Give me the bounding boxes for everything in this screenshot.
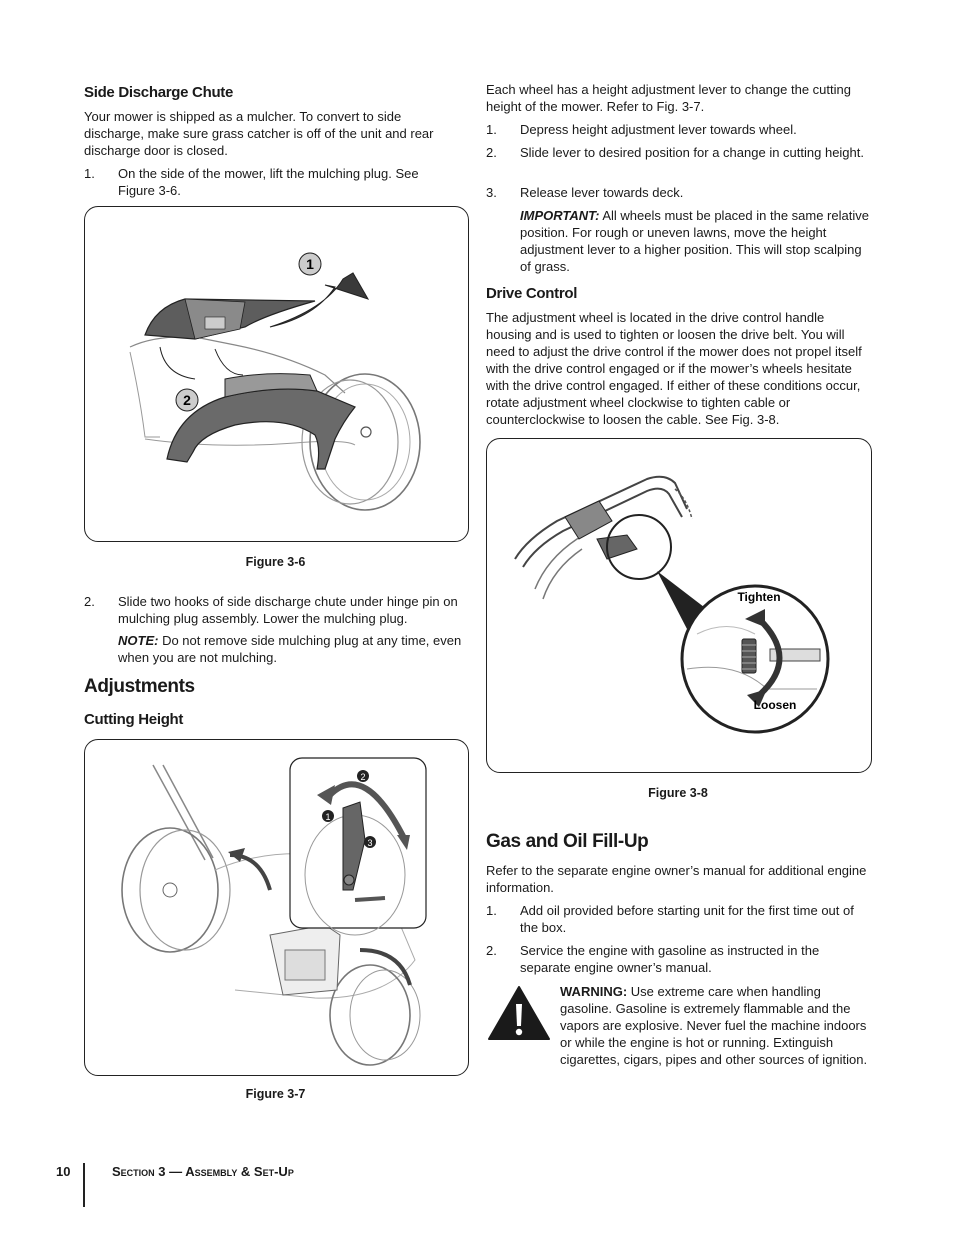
footer-divider: [83, 1163, 85, 1207]
mulching-plug-illustration: [85, 207, 468, 541]
list-item: 1. On the side of the mower, lift the mulching plug. See Figure 3-6.: [84, 166, 419, 198]
figure-3-7-caption: Figure 3-7: [245, 1087, 306, 1101]
warning-text: WARNING: Use extreme care when handling gasoline. Gasoline is extremely flammable and the vapors are explosive. Never fuel the machine indoors or while the engine is hot or running. Extinguish cigarettes, cigars, pipes and other sources of ignition.: [560, 984, 868, 1067]
list-item: 1. Depress height adjustment lever towards wheel.: [486, 122, 797, 137]
drive-control-text: The adjustment wheel is located in the drive control handle housing and is used to tighten or loosen the drive belt. You will need to adjust the drive control if the mower does not propel itself with the drive control engaged or if the mower’s wheels hesitate with the drive control engaged. If either of these conditions occur, rotate adjustment wheel clockwise to tighten cable or counterclockwise to loosen the cable. See Fig. 3-8.: [486, 310, 862, 427]
wheel-intro: Each wheel has a height adjustment lever to change the cutting height of the mower. Refer to Fig. 3-7.: [486, 82, 851, 114]
drive-control-heading: Drive Control: [486, 285, 578, 302]
list-item: 1. Add oil provided before starting unit for the first time out of the box.: [486, 903, 854, 935]
drive-control-illustration: [487, 439, 871, 772]
section-title: Section 3 — Assembly & Set-Up: [112, 1164, 294, 1179]
callout-3: 3: [367, 838, 373, 848]
callout-2: 2: [183, 392, 191, 408]
important-note: IMPORTANT: All wheels must be placed in the same relative position. For rough or uneven lawns, move the height adjustment lever to a higher position. This will stop scalping of grass.: [520, 208, 869, 274]
warning-triangle-icon: [486, 984, 552, 1042]
list-item: 3. Release lever towards deck.: [486, 185, 684, 200]
page-number: 10: [56, 1164, 71, 1179]
gas-oil-intro: Refer to the separate engine owner’s manual for additional engine information.: [486, 863, 867, 895]
note: NOTE: Do not remove side mulching plug at any time, even when you are not mulching.: [118, 633, 462, 665]
callout-2: 2: [360, 772, 366, 782]
figure-3-6: [84, 206, 469, 542]
figure-3-7: [84, 739, 469, 1076]
loosen-label: Loosen: [753, 698, 797, 712]
list-item: 2. Slide two hooks of side discharge chute under hinge pin on mulching plug assembly. Lower the mulching plug.: [84, 594, 458, 626]
list-item: 2. Slide lever to desired position for a change in cutting height.: [486, 145, 864, 160]
tighten-label: Tighten: [737, 590, 781, 604]
list-item: 2. Service the engine with gasoline as instructed in the separate engine owner’s manual.: [486, 943, 820, 975]
side-discharge-intro: Your mower is shipped as a mulcher. To convert to side discharge, make sure grass catcher is off of the unit and rear discharge door is closed.: [84, 109, 434, 158]
callout-1: 1: [325, 812, 331, 822]
side-discharge-heading: Side Discharge Chute: [84, 84, 234, 101]
callout-1: 1: [306, 256, 314, 272]
figure-3-6-caption: Figure 3-6: [245, 555, 306, 569]
gas-oil-heading: Gas and Oil Fill-Up: [486, 831, 649, 852]
figure-3-8: [486, 438, 872, 773]
figure-3-8-caption: Figure 3-8: [648, 786, 708, 800]
cutting-height-illustration: [85, 740, 468, 1075]
cutting-height-heading: Cutting Height: [84, 711, 184, 728]
adjustments-heading: Adjustments: [84, 676, 195, 697]
